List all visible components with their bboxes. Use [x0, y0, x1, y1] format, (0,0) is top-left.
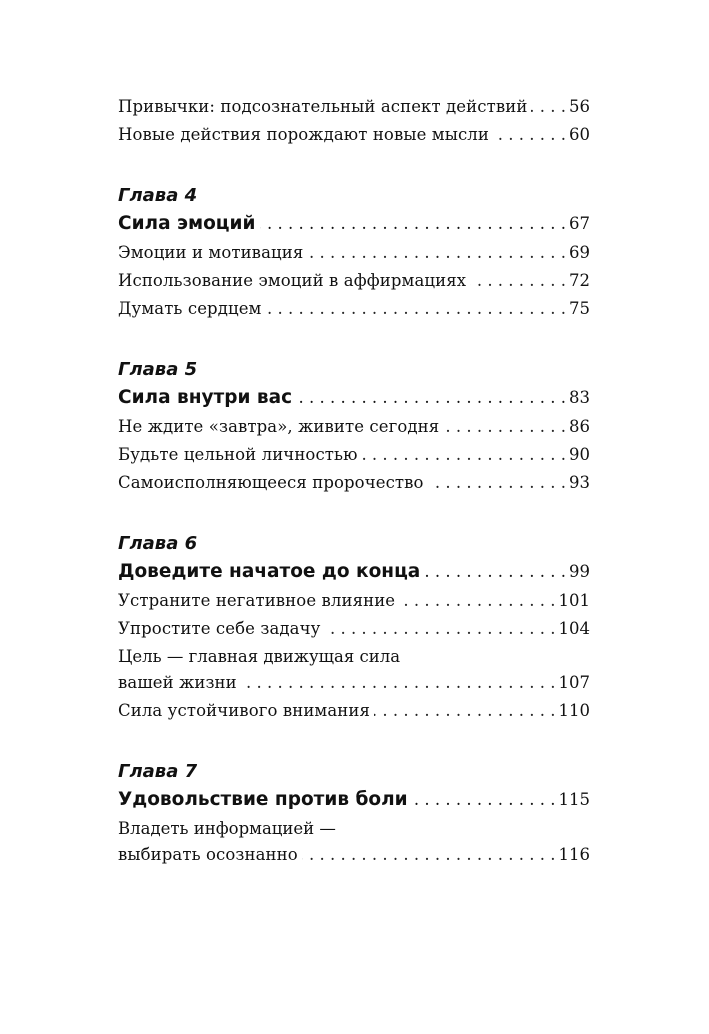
toc-entry-title: Самоисполняющееся пророчество: [118, 473, 424, 492]
toc-entry-title: Устраните негативное влияние: [118, 591, 396, 610]
dot-leader: [324, 615, 555, 643]
toc-page-number: 110: [558, 701, 590, 720]
toc-entry-title: Не ждите «завтра», живите сегодня: [118, 417, 440, 436]
chapter-label: Глава 7: [118, 761, 198, 782]
chapter-title: Сила внутри вас: [118, 387, 293, 408]
toc-page-number: 67: [569, 214, 590, 233]
chapter-label: Глава 4: [118, 185, 198, 206]
toc-page-number: 75: [569, 299, 590, 318]
toc-entry[interactable]: [118, 267, 590, 295]
toc-page-number: 90: [569, 445, 590, 464]
toc-page-number: 69: [569, 243, 590, 262]
toc-entry-title: выбирать осознанно: [118, 845, 298, 864]
toc-entry-title: Будьте цельной личностью: [118, 445, 358, 464]
toc-entry[interactable]: [118, 587, 590, 615]
dot-leader: [425, 557, 566, 587]
chapter-title: Удовольствие против боли: [118, 789, 408, 810]
dot-leader: [307, 239, 566, 267]
toc-entry[interactable]: [118, 669, 590, 697]
dot-leader: [531, 93, 566, 121]
toc-entry[interactable]: [118, 841, 590, 869]
chapter-title-entry[interactable]: [118, 209, 590, 239]
dot-leader: [374, 697, 555, 725]
toc-entry[interactable]: [118, 697, 590, 725]
dot-leader: [470, 267, 566, 295]
dot-leader: [266, 295, 567, 323]
toc-entry-title: Использование эмоций в аффирмациях: [118, 271, 467, 290]
toc-page-number: 99: [569, 562, 590, 581]
toc-entry[interactable]: [118, 93, 590, 121]
toc-entry-title: вашей жизни: [118, 673, 237, 692]
toc-page-number: 107: [558, 673, 590, 692]
dot-leader: [302, 841, 556, 869]
dot-leader: [297, 383, 566, 413]
toc-entry-title: Привычки: подсознательный аспект действий: [118, 97, 528, 116]
table-of-contents: [118, 93, 590, 869]
toc-entry-title: Сила устойчивого внимания: [118, 701, 371, 720]
toc-entry-title: Думать сердцем: [118, 299, 262, 318]
toc-entry-title: Эмоции и мотивация: [118, 243, 304, 262]
toc-entry[interactable]: [118, 239, 590, 267]
toc-entry-title: Новые действия порождают новые мысли: [118, 125, 489, 144]
dot-leader: [413, 785, 556, 815]
toc-page-number: 83: [569, 388, 590, 407]
toc-entry-title-line1[interactable]: Цель — главная движущая сила: [118, 647, 401, 666]
toc-entry[interactable]: [118, 469, 590, 497]
dot-leader: [443, 413, 566, 441]
chapter-title-entry[interactable]: [118, 557, 590, 587]
chapter-title-entry[interactable]: [118, 785, 590, 815]
toc-entry[interactable]: [118, 413, 590, 441]
toc-page-number: 104: [558, 619, 590, 638]
dot-leader: [493, 121, 566, 149]
toc-page-number: 60: [569, 125, 590, 144]
toc-entry-title-line1[interactable]: Владеть информацией —: [118, 819, 336, 838]
toc-page-number: 101: [558, 591, 590, 610]
toc-page-number: 115: [558, 790, 590, 809]
toc-page-number: 86: [569, 417, 590, 436]
dot-leader: [362, 441, 566, 469]
chapter-label: Глава 6: [118, 533, 198, 554]
toc-entry[interactable]: [118, 441, 590, 469]
toc-page-number: 93: [569, 473, 590, 492]
toc-entry[interactable]: [118, 295, 590, 323]
dot-leader: [428, 469, 566, 497]
toc-page-number: 116: [558, 845, 590, 864]
toc-entry[interactable]: [118, 615, 590, 643]
dot-leader: [399, 587, 555, 615]
chapter-title: Доведите начатое до конца: [118, 561, 421, 582]
toc-page-number: 72: [569, 271, 590, 290]
dot-leader: [241, 669, 556, 697]
toc-entry-title: Упростите себе задачу: [118, 619, 321, 638]
chapter-title-entry[interactable]: [118, 383, 590, 413]
dot-leader: [260, 209, 566, 239]
toc-entry[interactable]: [118, 121, 590, 149]
toc-page-number: 56: [569, 97, 590, 116]
chapter-title: Сила эмоций: [118, 213, 256, 234]
chapter-label: Глава 5: [118, 359, 198, 380]
